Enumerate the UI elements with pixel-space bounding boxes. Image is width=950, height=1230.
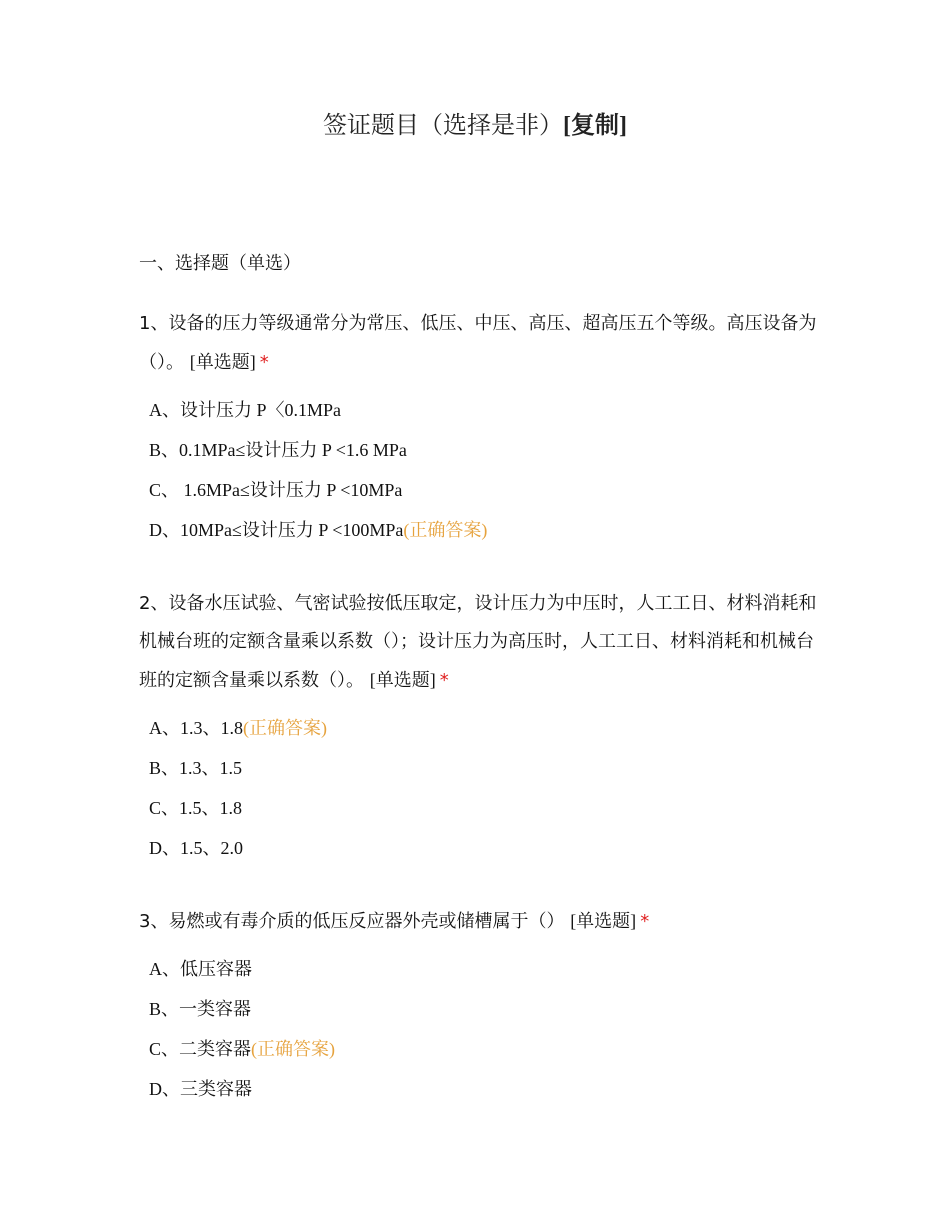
question-type-label: [单选题]	[570, 911, 637, 931]
option-label: A、低压容器	[149, 959, 252, 979]
option-list	[139, 949, 819, 1109]
required-mark: *	[640, 911, 650, 932]
option-label: C、 1.6MPa≤设计压力 P <10MPa	[149, 480, 403, 500]
question-3	[139, 902, 819, 1109]
question-stem: 3、易燃或有毒介质的低压反应器外壳或储槽属于（）	[139, 911, 565, 932]
option-a[interactable]	[149, 390, 819, 430]
option-label: C、二类容器	[149, 1039, 252, 1059]
question-stem: 2、设备水压试验、气密试验按低压取定，设计压力为中压时，人工工日、材料消耗和机械台班的定额含量乘以系数（）；设计压力为高压时，人工工日、材料消耗和机械台班的定额含量乘以系数（）。	[139, 593, 817, 691]
option-a[interactable]	[149, 708, 819, 748]
option-label: D、三类容器	[149, 1079, 252, 1099]
option-list	[139, 390, 819, 550]
question-text	[139, 305, 819, 382]
option-label: C、1.5、1.8	[149, 798, 243, 818]
required-mark: *	[259, 352, 269, 373]
question-type-label: [单选题]	[189, 352, 256, 372]
section-heading: 一、选择题（单选）	[139, 253, 301, 274]
option-a[interactable]	[149, 949, 819, 989]
title-text: 签证题目（选择是非）	[323, 113, 563, 139]
correct-answer-tag: (正确答案)	[251, 1039, 336, 1059]
option-b[interactable]	[149, 430, 819, 470]
option-list	[139, 708, 819, 868]
option-label: A、设计压力 P〈0.1MPa	[149, 400, 342, 420]
copy-tag: [复制]	[563, 113, 627, 139]
question-1	[139, 305, 819, 550]
option-d[interactable]	[149, 1069, 819, 1109]
option-c[interactable]	[149, 1029, 819, 1069]
correct-answer-tag: (正确答案)	[243, 718, 327, 738]
option-label: A、1.3、1.8	[149, 718, 243, 738]
question-type-label: [单选题]	[369, 670, 436, 690]
option-c[interactable]	[149, 470, 819, 510]
option-label: D、10MPa≤设计压力 P <100MPa	[149, 520, 404, 540]
required-mark: *	[439, 670, 449, 691]
option-d[interactable]	[149, 828, 819, 868]
correct-answer-tag: (正确答案)	[403, 520, 488, 540]
option-d[interactable]	[149, 510, 819, 550]
question-2	[139, 585, 819, 868]
option-label: B、0.1MPa≤设计压力 P <1.6 MPa	[149, 440, 407, 460]
question-text	[139, 902, 819, 941]
question-stem: 1、设备的压力等级通常分为常压、低压、中压、高压、超高压五个等级。高压设备为（）。	[139, 313, 817, 373]
option-label: B、一类容器	[149, 999, 252, 1019]
page-title	[0, 108, 950, 144]
question-text	[139, 585, 819, 700]
option-b[interactable]	[149, 989, 819, 1029]
option-label: B、1.3、1.5	[149, 758, 243, 778]
option-b[interactable]	[149, 748, 819, 788]
option-c[interactable]	[149, 788, 819, 828]
option-label: D、1.5、2.0	[149, 838, 243, 858]
